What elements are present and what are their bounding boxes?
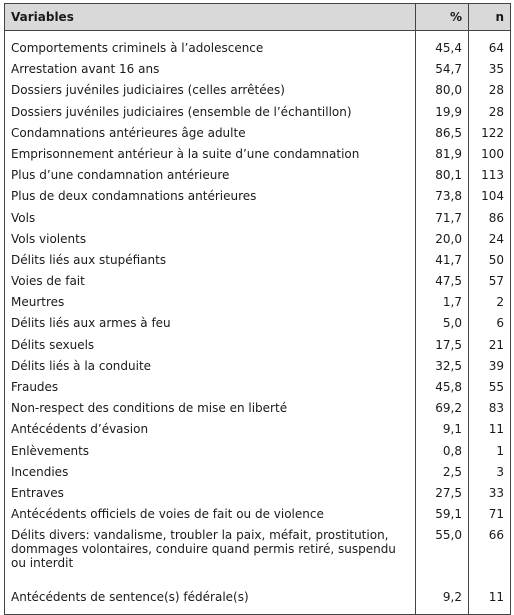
cell-count: 86 xyxy=(469,207,511,228)
cell-variable: Dossiers juvéniles judiciaires (celles arrêtées) xyxy=(5,79,416,100)
cell-percent: 55,0 xyxy=(416,524,469,584)
cell-count: 24 xyxy=(469,228,511,249)
cell-percent: 32,5 xyxy=(416,355,469,376)
cell-count: 55 xyxy=(469,376,511,397)
header-row xyxy=(5,4,511,31)
cell-count: 100 xyxy=(469,143,511,164)
cell-count: 35 xyxy=(469,58,511,79)
table-row xyxy=(5,249,511,270)
cell-variable: Arrestation avant 16 ans xyxy=(5,58,416,79)
cell-count: 71 xyxy=(469,503,511,524)
cell-percent: 2,5 xyxy=(416,461,469,482)
cell-count: 21 xyxy=(469,334,511,355)
cell-percent: 9,2 xyxy=(416,584,469,614)
cell-percent: 0,8 xyxy=(416,440,469,461)
header-count: n xyxy=(469,4,511,31)
cell-variable: Antécédents d’évasion xyxy=(5,418,416,439)
cell-count: 66 xyxy=(469,524,511,584)
table-row xyxy=(5,355,511,376)
data-table-container xyxy=(4,3,510,615)
cell-count: 11 xyxy=(469,418,511,439)
cell-variable: Vols xyxy=(5,207,416,228)
table-row xyxy=(5,584,511,614)
table-row xyxy=(5,270,511,291)
table-row xyxy=(5,122,511,143)
cell-percent: 17,5 xyxy=(416,334,469,355)
table-row xyxy=(5,207,511,228)
table-row xyxy=(5,143,511,164)
cell-percent: 69,2 xyxy=(416,397,469,418)
cell-percent: 20,0 xyxy=(416,228,469,249)
cell-percent: 47,5 xyxy=(416,270,469,291)
cell-count: 6 xyxy=(469,312,511,333)
table-row xyxy=(5,101,511,122)
cell-variable: Délits sexuels xyxy=(5,334,416,355)
cell-count: 3 xyxy=(469,461,511,482)
cell-percent: 80,0 xyxy=(416,79,469,100)
table-row xyxy=(5,482,511,503)
table-row xyxy=(5,185,511,206)
cell-variable: Incendies xyxy=(5,461,416,482)
table-row xyxy=(5,524,511,584)
cell-percent: 54,7 xyxy=(416,58,469,79)
cell-count: 57 xyxy=(469,270,511,291)
cell-variable: Délits divers: vandalisme, troubler la paix, méfait, prostitution, dommages volontaires, conduire quand permis retiré, suspendu ou interdit xyxy=(5,524,416,584)
cell-percent: 5,0 xyxy=(416,312,469,333)
cell-count: 113 xyxy=(469,164,511,185)
header-variables: Variables xyxy=(5,4,416,31)
cell-count: 64 xyxy=(469,31,511,59)
cell-count: 104 xyxy=(469,185,511,206)
cell-variable: Emprisonnement antérieur à la suite d’une condamnation xyxy=(5,143,416,164)
table-row xyxy=(5,397,511,418)
cell-count: 50 xyxy=(469,249,511,270)
table-row xyxy=(5,31,511,59)
cell-percent: 71,7 xyxy=(416,207,469,228)
cell-percent: 59,1 xyxy=(416,503,469,524)
table-row xyxy=(5,291,511,312)
cell-percent: 1,7 xyxy=(416,291,469,312)
cell-variable: Antécédents de sentence(s) fédérale(s) xyxy=(5,584,416,614)
table-body xyxy=(5,31,511,615)
cell-variable: Délits liés à la conduite xyxy=(5,355,416,376)
table-row xyxy=(5,461,511,482)
cell-variable: Vols violents xyxy=(5,228,416,249)
cell-variable: Non-respect des conditions de mise en liberté xyxy=(5,397,416,418)
table-row xyxy=(5,440,511,461)
cell-percent: 80,1 xyxy=(416,164,469,185)
table-row xyxy=(5,164,511,185)
cell-variable: Enlèvements xyxy=(5,440,416,461)
cell-count: 28 xyxy=(469,101,511,122)
cell-percent: 9,1 xyxy=(416,418,469,439)
cell-percent: 41,7 xyxy=(416,249,469,270)
table-row xyxy=(5,503,511,524)
cell-percent: 27,5 xyxy=(416,482,469,503)
cell-variable: Délits liés aux armes à feu xyxy=(5,312,416,333)
cell-count: 11 xyxy=(469,584,511,614)
cell-variable: Fraudes xyxy=(5,376,416,397)
criminal-history-table xyxy=(4,3,511,615)
table-row xyxy=(5,334,511,355)
table-header xyxy=(5,4,511,31)
cell-percent: 73,8 xyxy=(416,185,469,206)
cell-percent: 86,5 xyxy=(416,122,469,143)
cell-variable: Délits liés aux stupéfiants xyxy=(5,249,416,270)
cell-percent: 45,8 xyxy=(416,376,469,397)
cell-variable: Plus de deux condamnations antérieures xyxy=(5,185,416,206)
cell-count: 2 xyxy=(469,291,511,312)
cell-count: 83 xyxy=(469,397,511,418)
cell-variable: Comportements criminels à l’adolescence xyxy=(5,31,416,59)
cell-variable: Meurtres xyxy=(5,291,416,312)
cell-variable: Condamnations antérieures âge adulte xyxy=(5,122,416,143)
cell-count: 28 xyxy=(469,79,511,100)
table-row xyxy=(5,228,511,249)
table-row xyxy=(5,79,511,100)
table-row xyxy=(5,58,511,79)
cell-percent: 45,4 xyxy=(416,31,469,59)
cell-percent: 19,9 xyxy=(416,101,469,122)
cell-variable: Entraves xyxy=(5,482,416,503)
cell-count: 39 xyxy=(469,355,511,376)
cell-percent: 81,9 xyxy=(416,143,469,164)
cell-count: 122 xyxy=(469,122,511,143)
cell-variable: Plus d’une condamnation antérieure xyxy=(5,164,416,185)
cell-variable: Antécédents officiels de voies de fait ou de violence xyxy=(5,503,416,524)
table-row xyxy=(5,418,511,439)
table-row xyxy=(5,376,511,397)
cell-count: 33 xyxy=(469,482,511,503)
cell-variable: Voies de fait xyxy=(5,270,416,291)
header-percent: % xyxy=(416,4,469,31)
table-row xyxy=(5,312,511,333)
cell-variable: Dossiers juvéniles judiciaires (ensemble de l’échantillon) xyxy=(5,101,416,122)
cell-count: 1 xyxy=(469,440,511,461)
